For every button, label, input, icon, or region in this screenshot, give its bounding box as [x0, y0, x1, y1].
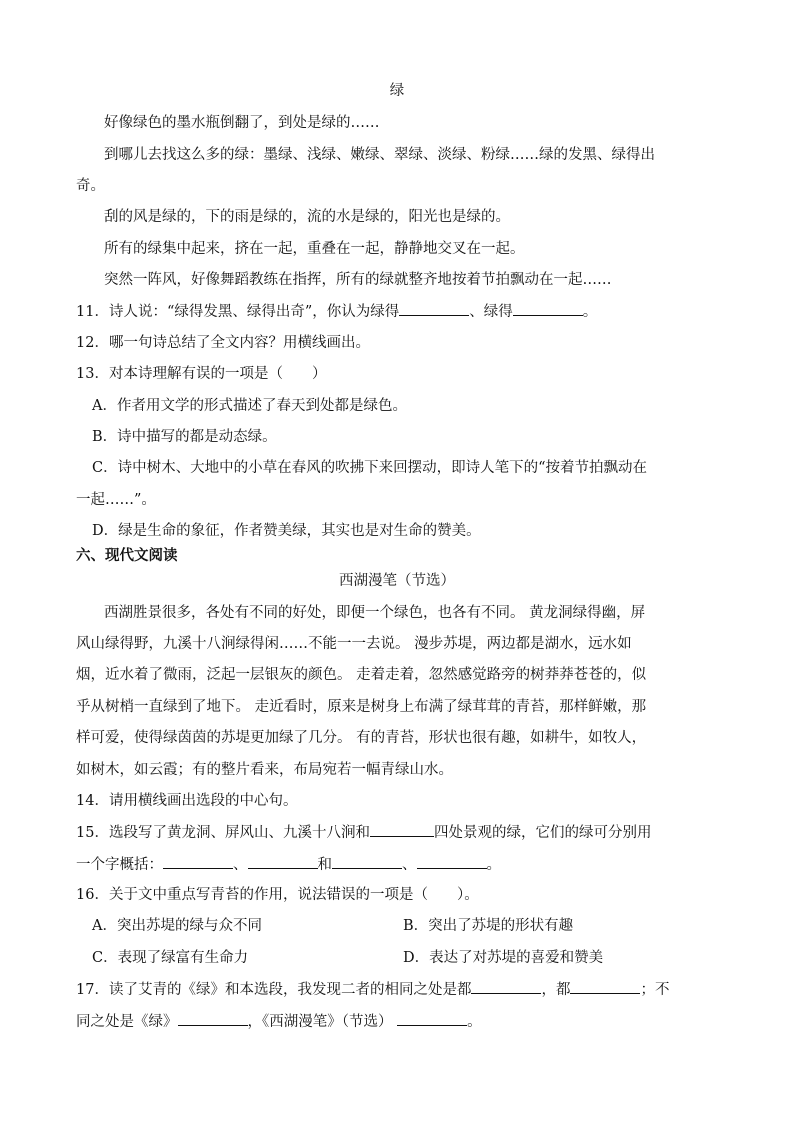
question-text: 四处景观的绿，它们的绿可分别用 [433, 825, 652, 841]
poem-line: 奇。 [76, 178, 105, 194]
poem-line: 突然一阵风，好像舞蹈教练在指挥，所有的绿就整齐地按着节拍飘动在一起…… [104, 272, 612, 288]
answer-blank[interactable] [248, 854, 318, 869]
option-row [0, 948, 794, 968]
poem-title: 绿 [389, 83, 405, 99]
poem-line: 所有的绿集中起来，挤在一起，重叠在一起，静静地交叉在一起。 [104, 241, 525, 257]
option-b[interactable]: B．诗中描写的都是动态绿。 [92, 429, 277, 445]
option-a[interactable]: A．突出苏堤的绿与众不同 [92, 918, 262, 934]
question-17-line2 [0, 1011, 794, 1032]
passage-title: 西湖漫笔（节选） [339, 573, 455, 589]
passage-line: 乎从树梢一直绿到了地下。 走近看时，原来是树身上布满了绿茸茸的青苔，那样鲜嫩，那 [76, 699, 647, 715]
question-text: 11．诗人说：“绿得发黑、绿得出奇”，你认为绿得 [76, 304, 400, 320]
question-14: 14．请用横线画出选段的中心句。 [76, 793, 298, 809]
question-text: 同之处是《绿》 [76, 1014, 178, 1030]
question-17 [0, 979, 794, 1000]
option-a[interactable]: A．作者用文学的形式描述了春天到处都是绿色。 [92, 398, 407, 414]
option-d[interactable]: D．绿是生命的象征，作者赞美绿，其实也是对生命的赞美。 [92, 523, 481, 539]
option-row [0, 916, 794, 936]
passage-line: 样可爱，使得绿茵茵的苏堤更加绿了几分。 有的青苔，形状也很有趣，如耕牛，如牧人， [76, 730, 647, 746]
option-b[interactable]: B．突出了苏堤的形状有趣 [403, 918, 574, 934]
question-13: 13．对本诗理解有误的一项是（ ） [76, 366, 327, 382]
question-text: 17．读了艾青的《绿》和本选段，我发现二者的相同之处是都 [76, 982, 472, 998]
question-text: 和 [317, 857, 332, 873]
question-text: 、 [233, 857, 248, 873]
answer-blank[interactable] [332, 854, 402, 869]
poem-line: 到哪儿去找这么多的绿：墨绿、浅绿、嫩绿、翠绿、淡绿、粉绿……绿的发黑、绿得出 [104, 147, 655, 163]
question-text: ，都 [541, 982, 571, 998]
option-c[interactable]: C．表现了绿富有生命力 [92, 950, 249, 966]
question-text: 、绿得 [469, 304, 513, 320]
answer-blank[interactable] [471, 979, 541, 994]
option-c-continued: 一起……”。 [76, 492, 156, 508]
question-12: 12．哪一句诗总结了全文内容？用横线画出。 [76, 335, 370, 351]
answer-blank[interactable] [163, 854, 233, 869]
passage-line: 如树木，如云霞；有的整片看来，布局宛若一幅青绿山水。 [76, 762, 453, 778]
question-15 [0, 822, 794, 843]
answer-blank[interactable] [513, 301, 583, 316]
answer-blank[interactable] [570, 979, 640, 994]
poem-line: 好像绿色的墨水瓶倒翻了，到处是绿的…… [104, 115, 380, 131]
question-text: 、 [402, 857, 417, 873]
question-text: 。 [467, 1014, 482, 1030]
question-text: 。 [486, 857, 501, 873]
question-15-line2 [0, 854, 794, 875]
passage-line: 西湖胜景很多，各处有不同的好处，即便一个绿色，也各有不同。 黄龙洞绿得幽，屏 [104, 605, 646, 621]
question-text: 一个字概括： [76, 857, 163, 873]
poem-line: 刮的风是绿的，下的雨是绿的，流的水是绿的，阳光也是绿的。 [104, 209, 510, 225]
option-d[interactable]: D．表达了对苏堤的喜爱和赞美 [403, 950, 604, 966]
answer-blank[interactable] [397, 1011, 467, 1026]
passage-line: 烟，近水着了微雨，泛起一层银灰的颜色。 走着走着，忽然感觉路旁的树莽莽苍苍的，似 [76, 667, 647, 683]
passage-line: 风山绿得野，九溪十八涧绿得闲……不能一一去说。 漫步苏堤，两边都是湖水，远水如 [76, 636, 632, 652]
section-heading: 六、现代文阅读 [76, 547, 178, 564]
answer-blank[interactable] [399, 301, 469, 316]
option-c[interactable]: C．诗中树木、大地中的小草在春风的吹拂下来回摆动，即诗人笔下的“按着节拍飘动在 [92, 460, 648, 476]
question-text: ，《西湖漫笔》（节选） [247, 1014, 393, 1030]
answer-blank[interactable] [370, 822, 434, 837]
answer-blank[interactable] [417, 854, 487, 869]
question-text: ；不 [640, 982, 670, 998]
question-11 [0, 301, 794, 322]
question-text: 15．选段写了黄龙洞、屏风山、九溪十八涧和 [76, 825, 370, 841]
question-16: 16．关于文中重点写青苔的作用，说法错误的一项是（ ）。 [76, 887, 479, 903]
answer-blank[interactable] [178, 1011, 248, 1026]
question-text: 。 [582, 304, 598, 320]
